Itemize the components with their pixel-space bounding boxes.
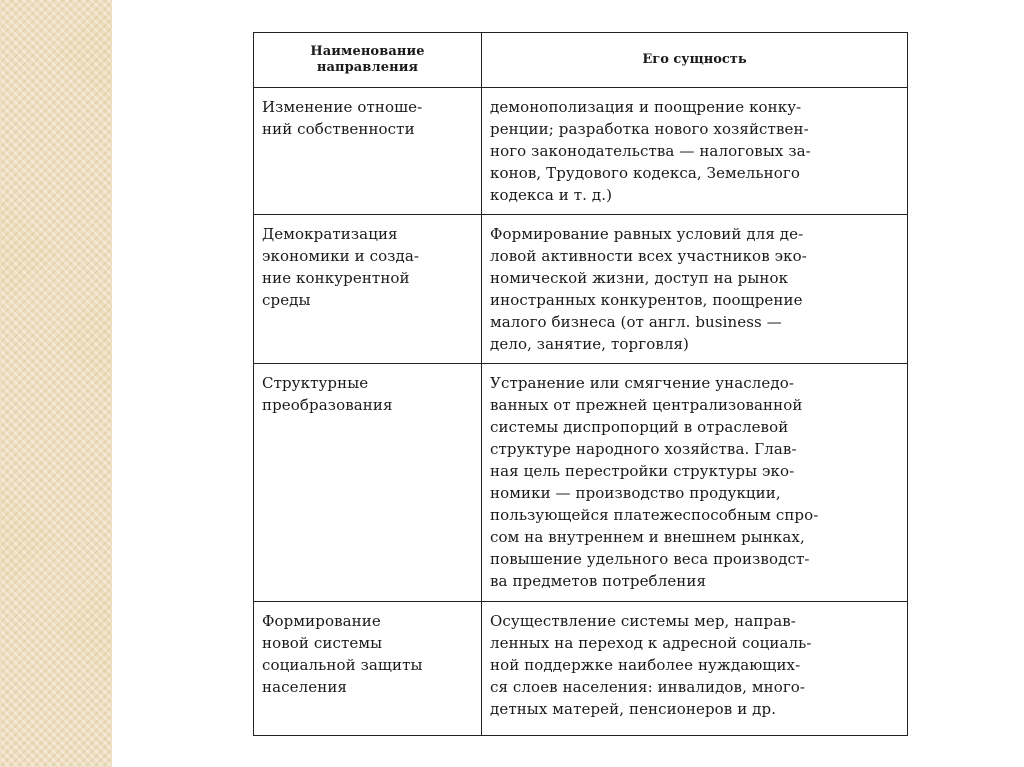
- essence-cell: [482, 88, 908, 215]
- direction-cell: [254, 88, 482, 215]
- direction-text: Формирование новой системы социальной защиты населения: [262, 612, 423, 697]
- essence-text: Осуществление системы мер, направ- ленных на переход к адресной социаль- ной поддержке наиболее нуждающих- ся слоев населения: инвалидов, много- детных матерей, пенсионеров и др.: [490, 612, 812, 719]
- direction-cell: [254, 214, 482, 363]
- table-row: [254, 363, 908, 601]
- table-row: [254, 602, 908, 736]
- decorative-side-stripe: [0, 0, 112, 767]
- essence-text: Устранение или смягчение унаследо- ванных от прежней централизованной системы диспропорций в отраслевой структуре народного хозяйства. Глав- ная цель перестройки структуры эко- номики — производство продукции, пользующейся платежеспособным спро- сом на внутреннем и внешнем рынках, повышение удельного веса производст- ва предметов потребления: [490, 373, 819, 590]
- direction-text: Структурные преобразования: [262, 373, 393, 414]
- table-row: [254, 214, 908, 363]
- header-direction: Наименование направления: [254, 33, 482, 88]
- essence-cell: [482, 363, 908, 601]
- direction-cell: [254, 602, 482, 736]
- directions-table: [253, 32, 908, 736]
- essence-cell: [482, 214, 908, 363]
- table-header-row: [254, 33, 908, 88]
- direction-cell: [254, 363, 482, 601]
- direction-text: Изменение отноше- ний собственности: [262, 98, 423, 138]
- direction-text: Демократизация экономики и созда- ние конкурентной среды: [262, 224, 420, 309]
- table-container: [253, 32, 907, 736]
- essence-text: демонополизация и поощрение конку- ренции; разработка нового хозяйствен- ного законодательства — налоговых за- конов, Трудового кодекса, Земельного кодекса и т. д.): [490, 98, 811, 204]
- table-row: [254, 88, 908, 215]
- essence-text: Формирование равных условий для де- ловой активности всех участников эко- номической жизни, доступ на рынок иностранных конкурентов, поощрение малого бизнеса (от англ. business — дело, занятие, торговля): [490, 224, 807, 353]
- header-essence: Его сущность: [482, 33, 908, 88]
- essence-cell: [482, 602, 908, 736]
